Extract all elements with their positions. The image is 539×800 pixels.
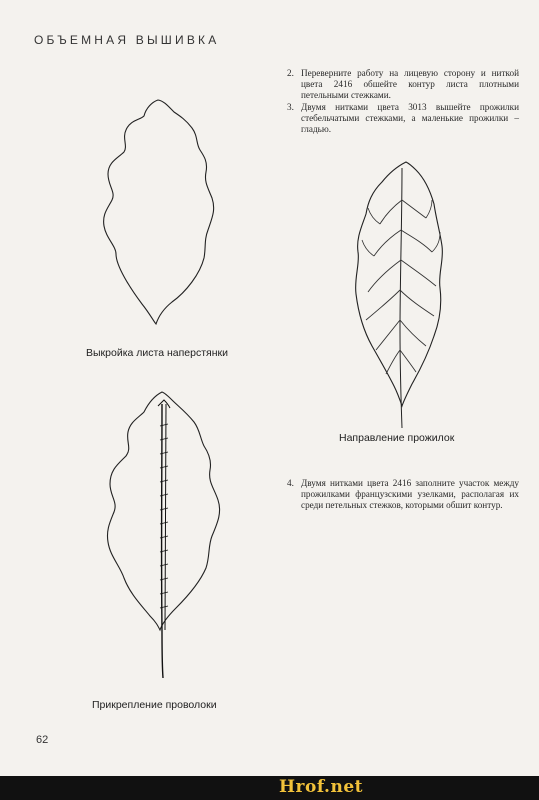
leaf-pattern-illustration bbox=[100, 98, 220, 328]
watermark-bar bbox=[0, 776, 539, 800]
instruction-item bbox=[287, 102, 519, 136]
caption-pattern: Выкройка листа наперстянки bbox=[86, 347, 228, 359]
instruction-number: 3. bbox=[287, 101, 294, 112]
watermark-text: Hrof.net bbox=[278, 777, 363, 797]
page-header: ОБЪЕМНАЯ ВЫШИВКА bbox=[34, 33, 220, 47]
instructions-list-bottom bbox=[287, 478, 519, 512]
instruction-number: 4. bbox=[287, 478, 294, 488]
instruction-text: Переверните работу на лицевую сторону и ниткой цвета 2416 обшейте контур листа плотными петельными стежками. bbox=[301, 68, 519, 101]
instruction-text: Двумя нитками цвета 3013 вышейте прожилки стебельчатыми стежками, а маленькие прожилки – гладью. bbox=[301, 101, 519, 135]
instruction-item bbox=[287, 478, 519, 512]
page-number: 62 bbox=[36, 734, 49, 746]
instruction-number: 2. bbox=[287, 68, 294, 78]
leaf-veins-illustration bbox=[350, 160, 450, 430]
instructions-list-top bbox=[287, 68, 519, 135]
caption-wire: Прикрепление проволоки bbox=[92, 699, 217, 711]
caption-veins: Направление прожилок bbox=[339, 432, 455, 444]
leaf-wire-illustration bbox=[100, 390, 230, 680]
instruction-text: Двумя нитками цвета 2416 заполните участок между прожилками французскими узелками, располагая их среди петельных стежков, которыми обшит контур. bbox=[301, 478, 519, 511]
instruction-item bbox=[287, 68, 519, 102]
